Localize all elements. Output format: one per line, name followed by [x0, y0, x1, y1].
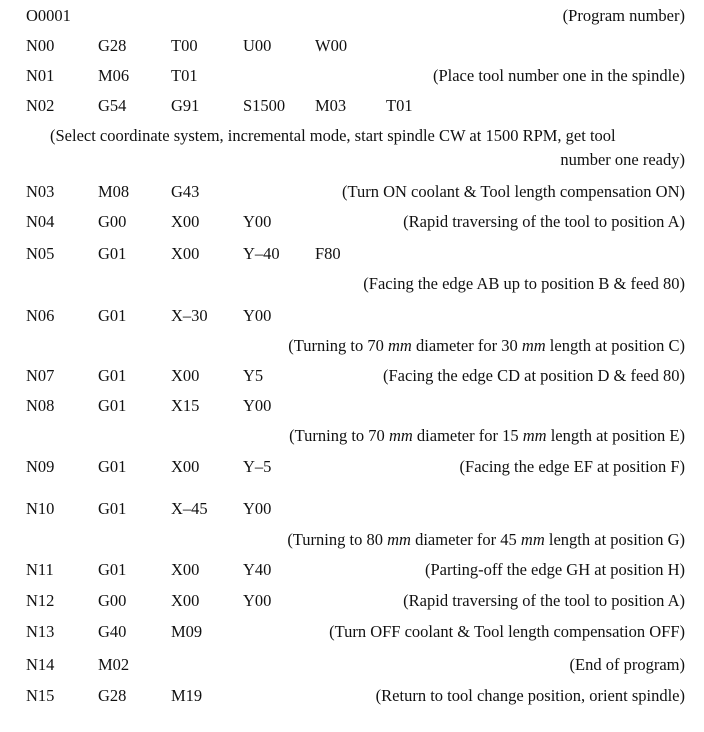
block-number: N13	[26, 622, 55, 641]
code-word: Y5	[243, 366, 264, 385]
code-word: G00	[98, 591, 127, 610]
code-word: G43	[171, 182, 200, 201]
code-word: G28	[98, 36, 127, 55]
block-line	[0, 684, 704, 708]
code-word: X00	[171, 560, 200, 579]
comment-line	[0, 124, 704, 148]
code-word: Y–5	[243, 457, 272, 476]
code-word: M08	[98, 182, 130, 201]
code-word: Y40	[243, 560, 272, 579]
code-word: G00	[98, 212, 127, 231]
block-comment: (Facing the edge AB up to position B & feed 80)	[363, 274, 685, 293]
block-number: N01	[26, 66, 55, 85]
block-line	[0, 64, 704, 88]
block-comment: (Turning to 70 mm diameter for 30 mm length at position C)	[288, 336, 685, 355]
block-number: N04	[26, 212, 55, 231]
block-number: N06	[26, 306, 55, 325]
code-word: G54	[98, 96, 127, 115]
block-line	[0, 180, 704, 204]
block-line	[0, 242, 704, 266]
block-line	[0, 364, 704, 388]
comment-line	[0, 272, 704, 296]
code-word: X00	[171, 366, 200, 385]
code-word: Y–40	[243, 244, 280, 263]
comment-line	[0, 148, 704, 172]
block-number: N10	[26, 499, 55, 518]
block-number: N14	[26, 655, 55, 674]
code-word: M09	[171, 622, 203, 641]
code-word: X–45	[171, 499, 208, 518]
block-comment: (End of program)	[569, 655, 685, 674]
block-comment: (Turning to 70 mm diameter for 15 mm length at position E)	[289, 426, 685, 445]
block-line	[0, 620, 704, 644]
code-word: X00	[171, 212, 200, 231]
code-word: X15	[171, 396, 200, 415]
block-number: N12	[26, 591, 55, 610]
code-word: S1500	[243, 96, 286, 115]
code-word: T01	[386, 96, 413, 115]
block-comment: (Turning to 80 mm diameter for 45 mm length at position G)	[287, 530, 685, 549]
block-line	[0, 497, 704, 521]
code-word: U00	[243, 36, 272, 55]
code-word: G01	[98, 457, 127, 476]
comment-line	[0, 424, 704, 448]
code-word: G01	[98, 244, 127, 263]
code-word: G01	[98, 560, 127, 579]
block-comment: (Turn OFF coolant & Tool length compensation OFF)	[329, 622, 685, 641]
code-word: M03	[315, 96, 347, 115]
block-number: N09	[26, 457, 55, 476]
code-word: G91	[171, 96, 200, 115]
code-word: G40	[98, 622, 127, 641]
block-line	[0, 210, 704, 234]
block-comment: (Turn ON coolant & Tool length compensation ON)	[341, 182, 685, 201]
program-number-comment: (Program number)	[562, 6, 685, 25]
block-comment: (Select coordinate system, incremental mode, start spindle CW at 1500 RPM, get tool	[50, 126, 616, 145]
code-word: Y00	[243, 591, 272, 610]
code-word: G01	[98, 499, 127, 518]
block-number: N03	[26, 182, 55, 201]
block-number: N00	[26, 36, 55, 55]
code-word: G01	[98, 306, 127, 325]
block-line	[0, 394, 704, 418]
block-line	[0, 304, 704, 328]
code-word: G01	[98, 396, 127, 415]
code-word: Y00	[243, 396, 272, 415]
code-word: M06	[98, 66, 130, 85]
code-word: X–30	[171, 306, 208, 325]
block-number: N11	[26, 560, 54, 579]
code-word: Y00	[243, 499, 272, 518]
block-line	[0, 34, 704, 58]
block-comment: (Rapid traversing of the tool to position A)	[403, 591, 685, 610]
block-number: N15	[26, 686, 55, 705]
program-header-line	[0, 4, 704, 28]
block-number: N02	[26, 96, 55, 115]
code-word: Y00	[243, 306, 272, 325]
block-comment: (Rapid traversing of the tool to position A)	[403, 212, 685, 231]
code-word: M19	[171, 686, 203, 705]
code-word: X00	[171, 457, 200, 476]
block-comment: (Return to tool change position, orient spindle)	[375, 686, 685, 705]
comment-line	[0, 334, 704, 358]
code-word: Y00	[243, 212, 272, 231]
code-word: T01	[171, 66, 198, 85]
code-word: X00	[171, 244, 200, 263]
code-word: T00	[171, 36, 198, 55]
block-line	[0, 455, 704, 479]
block-line	[0, 94, 704, 118]
code-word: G01	[98, 366, 127, 385]
code-word: X00	[171, 591, 200, 610]
code-word: M02	[98, 655, 130, 674]
code-word: W00	[315, 36, 348, 55]
block-line	[0, 589, 704, 613]
code-word: F80	[315, 244, 341, 263]
program-number: O0001	[26, 6, 71, 25]
block-comment: (Place tool number one in the spindle)	[432, 66, 685, 85]
block-comment: (Facing the edge EF at position F)	[459, 457, 685, 476]
code-word: G28	[98, 686, 127, 705]
block-comment: (Facing the edge CD at position D & feed 80)	[383, 366, 685, 385]
comment-line	[0, 528, 704, 552]
block-line	[0, 653, 704, 677]
block-number: N07	[26, 366, 55, 385]
block-line	[0, 558, 704, 582]
block-comment: number one ready)	[560, 150, 685, 169]
block-number: N05	[26, 244, 55, 263]
block-comment: (Parting-off the edge GH at position H)	[425, 560, 685, 579]
block-number: N08	[26, 396, 55, 415]
